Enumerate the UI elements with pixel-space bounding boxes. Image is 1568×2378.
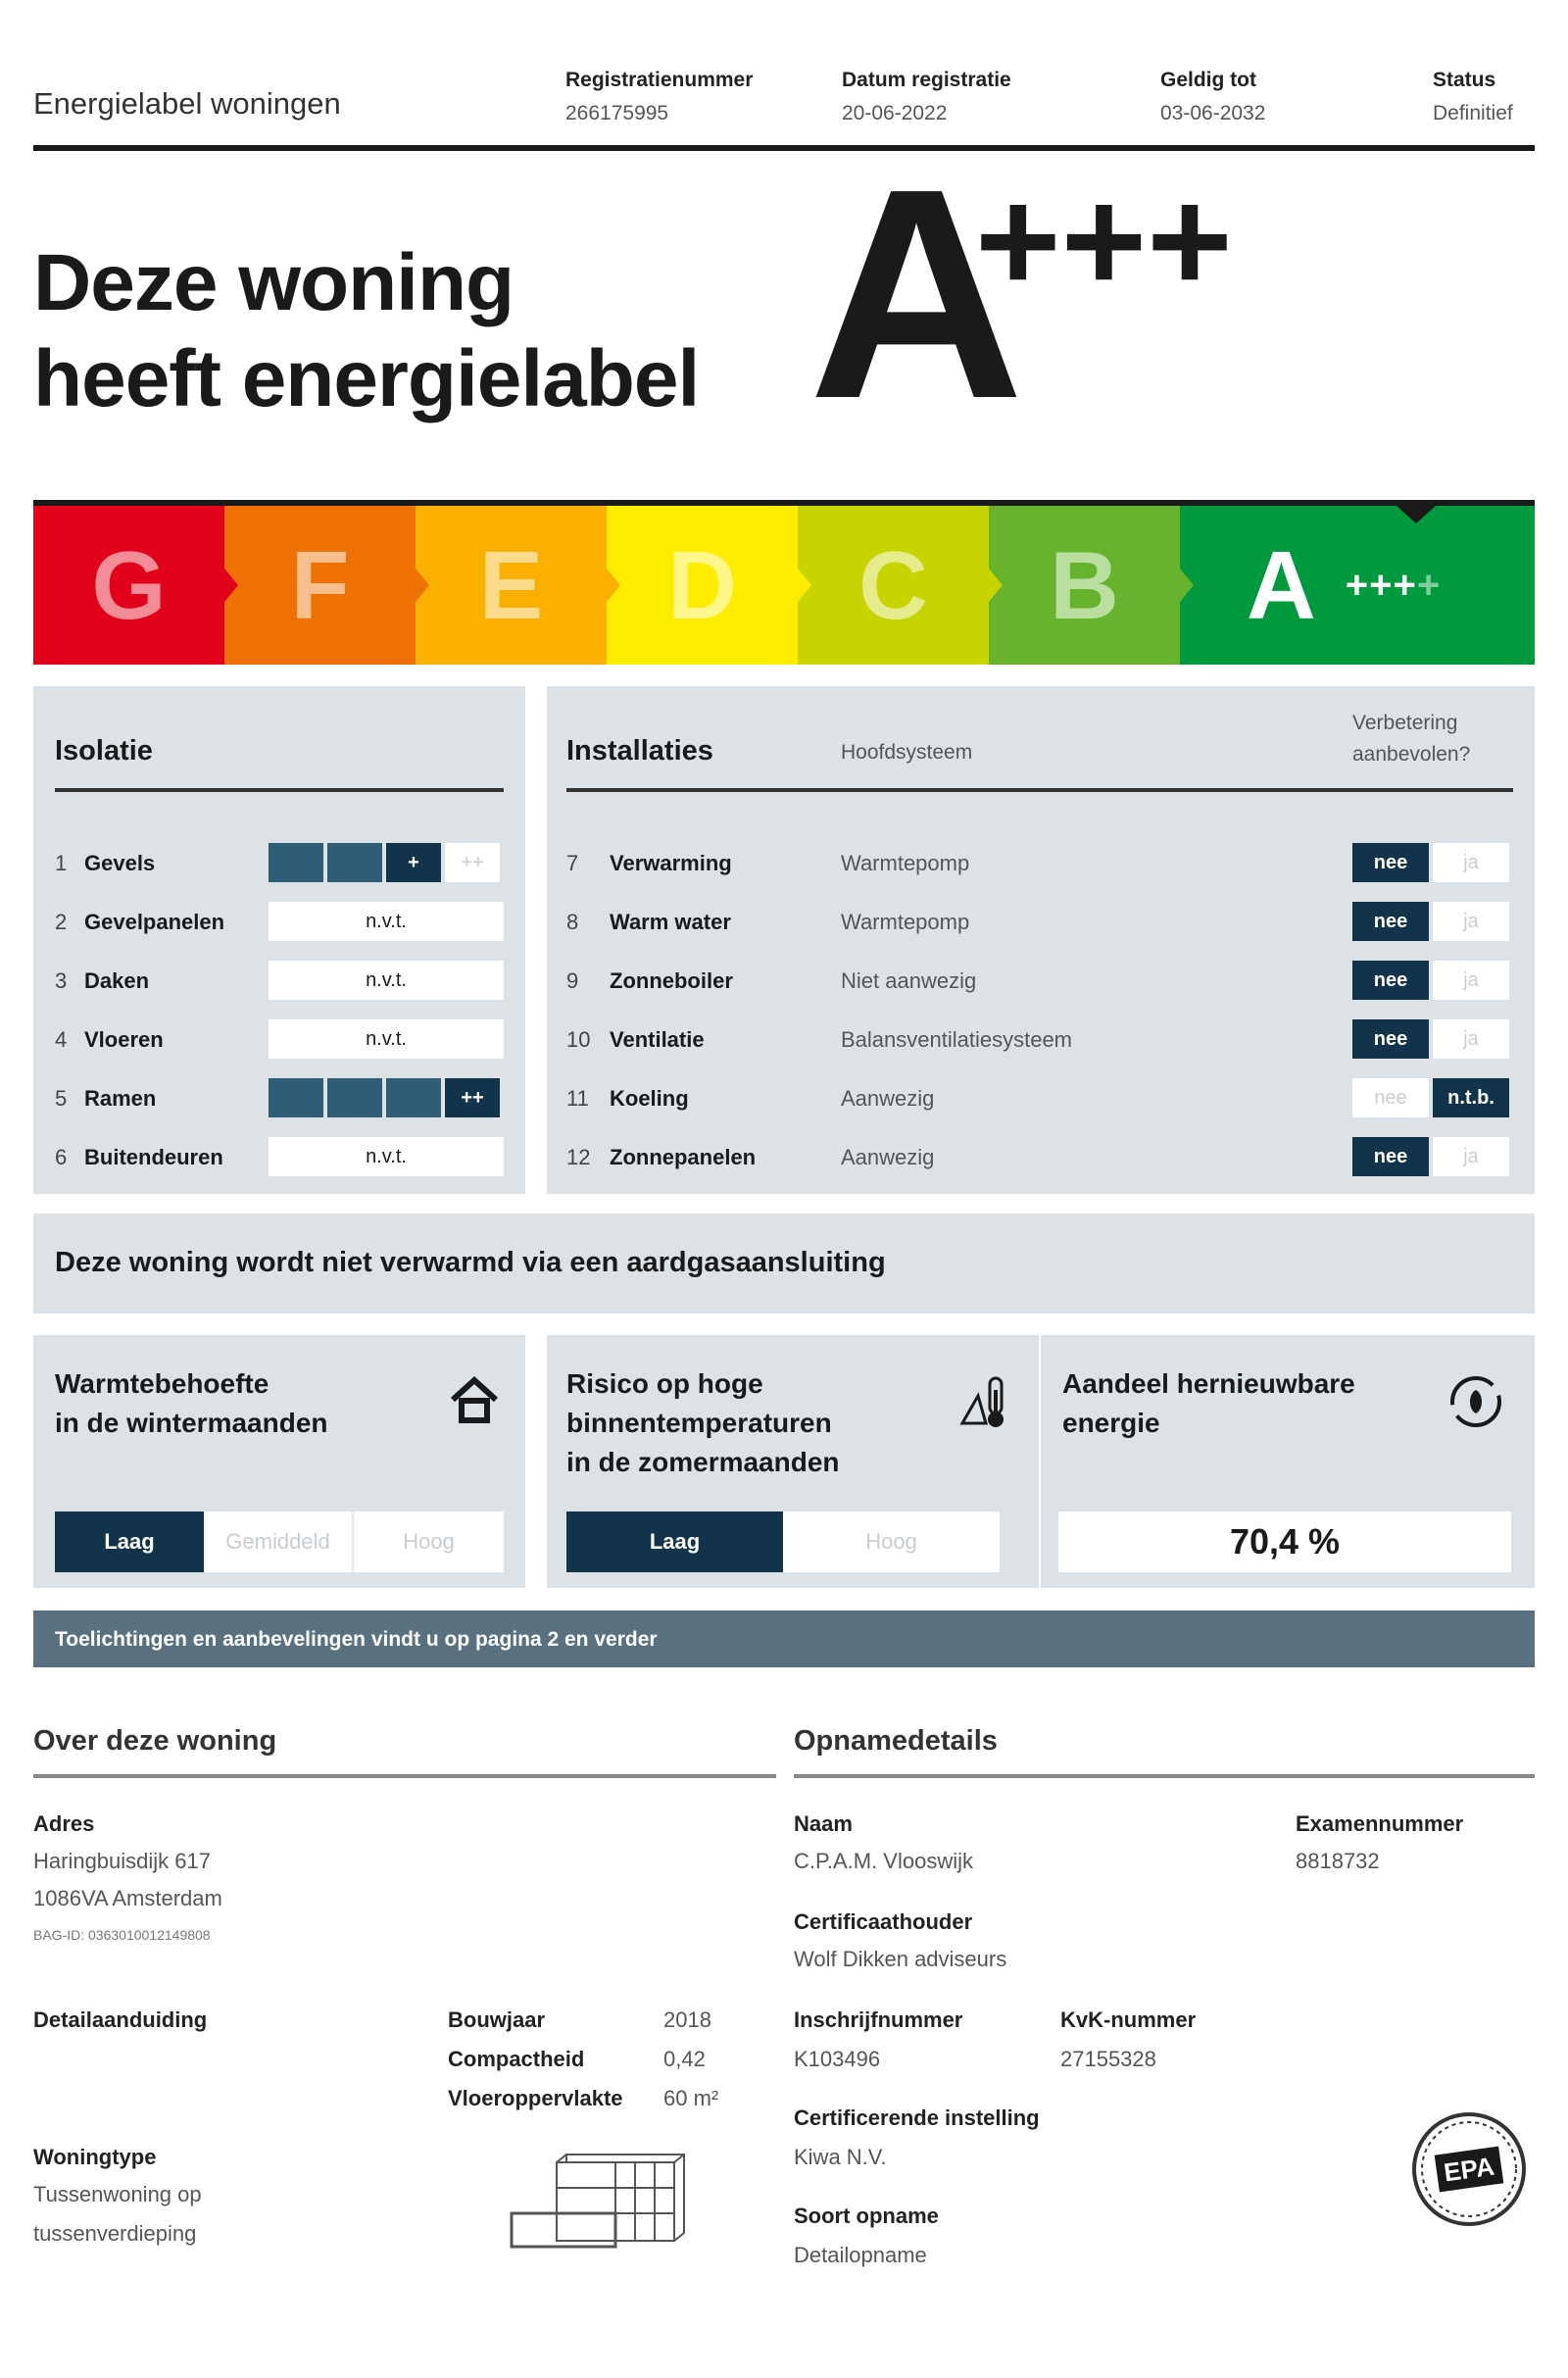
scale-class-g bbox=[33, 506, 224, 665]
energy-scale bbox=[33, 500, 1535, 665]
woningtype-line-2: tussenverdieping bbox=[33, 2221, 197, 2246]
certificaathouder-value: Wolf Dikken adviseurs bbox=[794, 1947, 1007, 1971]
installaties-panel bbox=[547, 686, 1535, 1194]
naam-value: C.P.A.M. Vlooswijk bbox=[794, 1849, 973, 1873]
active-class-pointer bbox=[1396, 506, 1436, 523]
over-deze-woning-title: Over deze woning bbox=[33, 1725, 277, 1757]
advice-active: n.t.b. bbox=[1433, 1078, 1509, 1117]
advice-nee: nee bbox=[1352, 1137, 1429, 1176]
isolatie-current-value: ++ bbox=[445, 1078, 500, 1117]
hernieuwbare-title: Aandeel hernieuwbare energie bbox=[1062, 1368, 1355, 1438]
renewable-icon bbox=[1445, 1370, 1507, 1433]
document-title: Energielabel woningen bbox=[33, 86, 341, 121]
isolatie-row-label bbox=[55, 968, 149, 994]
scale-arrow bbox=[224, 569, 238, 602]
bouwjaar-value: 2018 bbox=[663, 2007, 711, 2032]
warmte-hoog: Hoog bbox=[354, 1511, 504, 1572]
isolatie-bar-segment bbox=[386, 1078, 441, 1117]
installatie-system: Warmtepomp bbox=[841, 851, 970, 875]
isolatie-value-nvt: n.v.t. bbox=[269, 961, 504, 1000]
risico-laag: Laag bbox=[566, 1511, 783, 1572]
installatie-row-label bbox=[566, 968, 733, 994]
scale-arrow bbox=[416, 569, 429, 602]
compactheid-label: Compactheid bbox=[448, 2047, 585, 2071]
gas-notice-text: Deze woning wordt niet verwarmd via een aardgasaansluiting bbox=[55, 1247, 886, 1278]
isolatie-title: Isolatie bbox=[55, 735, 153, 767]
over-rule bbox=[33, 1774, 776, 1778]
row-number: 5 bbox=[55, 1086, 68, 1111]
row-text: Zonnepanelen bbox=[610, 1145, 757, 1169]
row-text: Verwarming bbox=[610, 851, 732, 875]
advice-ja: ja bbox=[1433, 843, 1509, 882]
gas-notice bbox=[33, 1214, 1535, 1313]
installatie-row-label bbox=[566, 910, 731, 935]
advice-nee: nee bbox=[1352, 961, 1429, 1000]
scale-letter-g: G bbox=[91, 530, 167, 639]
scale-class-d bbox=[607, 506, 798, 665]
naam-label: Naam bbox=[794, 1811, 853, 1836]
opnamedetails-title: Opnamedetails bbox=[794, 1725, 998, 1757]
row-number: 12 bbox=[566, 1145, 591, 1169]
scale-plus-indicator: ++++ bbox=[1345, 563, 1442, 607]
installatie-row-label bbox=[566, 1145, 756, 1170]
examennummer-label: Examennummer bbox=[1296, 1811, 1464, 1836]
installatie-row-label bbox=[566, 1086, 689, 1112]
epa-logo bbox=[1407, 2107, 1531, 2231]
scale-class-f bbox=[224, 506, 416, 665]
advice-ja: ja bbox=[1433, 1019, 1509, 1059]
row-number: 7 bbox=[566, 851, 579, 875]
isolatie-row-label bbox=[55, 1027, 164, 1053]
hernieuwbare-value: 70,4 % bbox=[1229, 1521, 1341, 1561]
row-number: 3 bbox=[55, 968, 68, 993]
warmte-gemiddeld: Gemiddeld bbox=[204, 1511, 354, 1572]
row-text: Vloeren bbox=[84, 1027, 164, 1052]
advice-nee: nee bbox=[1352, 902, 1429, 941]
installatie-system: Aanwezig bbox=[841, 1086, 935, 1111]
inschrijfnummer-label: Inschrijfnummer bbox=[794, 2007, 963, 2032]
kvk-value: 27155328 bbox=[1060, 2047, 1156, 2071]
advice-nee: nee bbox=[1352, 843, 1429, 882]
scale-letter-e: E bbox=[478, 530, 544, 639]
detail-label: Detailaanduiding bbox=[33, 2007, 208, 2032]
installatie-system: Niet aanwezig bbox=[841, 968, 977, 993]
soort-opname-value: Detailopname bbox=[794, 2243, 927, 2267]
row-text: Ventilatie bbox=[610, 1027, 705, 1052]
warmtebehoefte-title: Warmtebehoefte in de wintermaanden bbox=[55, 1368, 328, 1438]
scale-letter-b: B bbox=[1050, 530, 1119, 639]
kvk-label: KvK-nummer bbox=[1060, 2007, 1197, 2032]
instelling-label: Certificerende instelling bbox=[794, 2106, 1040, 2130]
energy-label-plus: +++ bbox=[975, 158, 1233, 322]
warmte-laag: Laag bbox=[55, 1511, 204, 1572]
energy-label-letter: A bbox=[808, 126, 1025, 461]
epa-logo-text: EPA bbox=[1442, 2151, 1496, 2188]
scale-letter-a: A bbox=[1247, 530, 1316, 639]
hernieuwbare-panel bbox=[1041, 1335, 1535, 1588]
registration-number: Registratienummer 266175995 bbox=[565, 69, 754, 124]
isolatie-rule bbox=[55, 788, 504, 792]
installatie-system: Warmtepomp bbox=[841, 910, 970, 934]
isolatie-current-value: + bbox=[386, 843, 441, 882]
scale-class-e bbox=[416, 506, 607, 665]
advice-nee: nee bbox=[1352, 1019, 1429, 1059]
headline-line-1: Deze woning bbox=[33, 238, 514, 327]
row-text: Koeling bbox=[610, 1086, 689, 1111]
adres-line-1: Haringbuisdijk 617 bbox=[33, 1849, 211, 1873]
adres-line-2: 1086VA Amsterdam bbox=[33, 1886, 222, 1910]
row-number: 1 bbox=[55, 851, 68, 875]
bouwjaar-label: Bouwjaar bbox=[448, 2007, 546, 2032]
inschrijfnummer-value: K103496 bbox=[794, 2047, 881, 2071]
row-number: 6 bbox=[55, 1145, 68, 1169]
examennummer-value: 8818732 bbox=[1296, 1849, 1380, 1873]
document-header bbox=[33, 57, 1535, 151]
warmtebehoefte-panel bbox=[33, 1335, 525, 1588]
scale-letter-d: D bbox=[667, 530, 737, 639]
scale-class-b bbox=[989, 506, 1180, 665]
scale-arrow bbox=[798, 569, 811, 602]
woningtype-label: Woningtype bbox=[33, 2145, 157, 2169]
installaties-rule bbox=[566, 788, 1513, 792]
isolatie-value-nvt: n.v.t. bbox=[269, 902, 504, 941]
row-number: 9 bbox=[566, 968, 579, 993]
scale-letter-f: F bbox=[290, 530, 350, 639]
thermometer-icon bbox=[956, 1372, 1015, 1431]
row-text: Daken bbox=[84, 968, 150, 993]
opname-rule bbox=[794, 1774, 1535, 1778]
advice-ja: ja bbox=[1433, 961, 1509, 1000]
scale-arrow bbox=[607, 569, 620, 602]
row-text: Warm water bbox=[610, 910, 731, 934]
scale-letter-c: C bbox=[858, 530, 928, 639]
row-text: Gevelpanelen bbox=[84, 910, 225, 934]
isolatie-row-label bbox=[55, 851, 155, 876]
woningtype-line-1: Tussenwoning op bbox=[33, 2182, 202, 2206]
isolatie-bar-segment bbox=[269, 843, 323, 882]
scale-class-a bbox=[1180, 506, 1535, 665]
advice-ghost: nee bbox=[1352, 1078, 1429, 1117]
bag-id: BAG-ID: 0363010012149808 bbox=[33, 1927, 211, 1943]
isolatie-panel bbox=[33, 686, 525, 1194]
isolatie-row-label bbox=[55, 1145, 223, 1170]
scale-class-c bbox=[798, 506, 989, 665]
warmtebehoefte-bar bbox=[55, 1511, 504, 1572]
row-number: 2 bbox=[55, 910, 68, 934]
row-text: Ramen bbox=[84, 1086, 157, 1111]
valid-until: Geldig tot 03-06-2032 bbox=[1160, 69, 1266, 124]
hernieuwbare-value-box bbox=[1058, 1511, 1511, 1572]
row-text: Zonneboiler bbox=[610, 968, 733, 993]
row-text: Buitendeuren bbox=[84, 1145, 223, 1169]
registration-date: Datum registratie 20-06-2022 bbox=[842, 69, 1011, 124]
isolatie-bar-segment bbox=[269, 1078, 323, 1117]
isolatie-bar-segment bbox=[327, 843, 382, 882]
isolatie-next-value: ++ bbox=[445, 843, 500, 882]
isolatie-bar-segment bbox=[327, 1078, 382, 1117]
row-number: 11 bbox=[566, 1086, 589, 1111]
headline bbox=[33, 235, 699, 427]
scale-arrow bbox=[989, 569, 1003, 602]
house-icon bbox=[445, 1370, 504, 1429]
compactheid-value: 0,42 bbox=[663, 2047, 706, 2071]
status: Status Definitief bbox=[1433, 69, 1513, 124]
installaties-title: Installaties bbox=[566, 735, 713, 767]
row-text: Gevels bbox=[84, 851, 156, 875]
hoofdsysteem-header: Hoofdsysteem bbox=[841, 741, 973, 764]
risico-hoog: Hoog bbox=[783, 1511, 1000, 1572]
adres-label: Adres bbox=[33, 1811, 95, 1836]
soort-opname-label: Soort opname bbox=[794, 2204, 939, 2228]
verbetering-header: Verbetering aanbevolen? bbox=[1352, 712, 1471, 766]
instelling-value: Kiwa N.V. bbox=[794, 2145, 887, 2169]
row-number: 10 bbox=[566, 1027, 591, 1052]
vloeroppervlakte-label: Vloeroppervlakte bbox=[448, 2086, 623, 2110]
risico-bar bbox=[566, 1511, 1000, 1572]
risico-title: Risico op hoge binnentemperaturen in de zomermaanden bbox=[566, 1368, 840, 1477]
risico-panel bbox=[547, 1335, 1039, 1588]
isolatie-row-label bbox=[55, 1086, 156, 1112]
row-number: 4 bbox=[55, 1027, 68, 1052]
installatie-row-label bbox=[566, 851, 732, 876]
certificaathouder-label: Certificaathouder bbox=[794, 1909, 973, 1934]
isolatie-row-label bbox=[55, 910, 224, 935]
info-banner bbox=[33, 1610, 1535, 1667]
isolatie-value-nvt: n.v.t. bbox=[269, 1137, 504, 1176]
installatie-row-label bbox=[566, 1027, 705, 1053]
vloeroppervlakte-value: 60 m² bbox=[663, 2086, 719, 2110]
info-banner-text: Toelichtingen en aanbevelingen vindt u op pagina 2 en verder bbox=[55, 1628, 658, 1651]
advice-ja: ja bbox=[1433, 902, 1509, 941]
installatie-system: Aanwezig bbox=[841, 1145, 935, 1169]
building-icon bbox=[508, 2153, 694, 2251]
headline-line-2: heeft energielabel bbox=[33, 334, 700, 423]
isolatie-value-nvt: n.v.t. bbox=[269, 1019, 504, 1059]
row-number: 8 bbox=[566, 910, 579, 934]
advice-ja: ja bbox=[1433, 1137, 1509, 1176]
scale-arrow bbox=[1180, 569, 1194, 602]
installatie-system: Balansventilatiesysteem bbox=[841, 1027, 1073, 1052]
